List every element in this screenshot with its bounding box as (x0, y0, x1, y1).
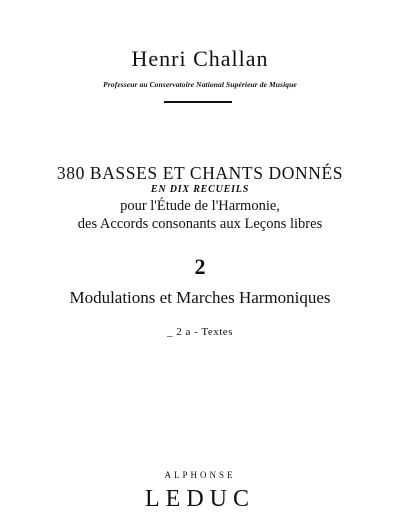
description-line-1: pour l'Étude de l'Harmonie, (120, 198, 280, 214)
publisher-first-name: ALPHONSE (164, 470, 236, 480)
publisher-name: LEDUC (145, 486, 255, 512)
book-subtitle: EN DIX RECUEILS (150, 184, 250, 195)
volume-number: 2 (194, 254, 206, 279)
part-label: _ 2 a - Textes (167, 326, 233, 338)
divider-rule (164, 101, 232, 103)
volume-title: Modulations et Marches Harmoniques (69, 288, 331, 307)
book-title: 380 BASSES ET CHANTS DONNÉS (56, 163, 344, 183)
author-title: Professeur au Conservatoire National Supérieur de Musique (103, 80, 297, 89)
author-name: Henri Challan (131, 46, 269, 71)
description-line-2: des Accords consonants aux Leçons libres (77, 216, 323, 232)
